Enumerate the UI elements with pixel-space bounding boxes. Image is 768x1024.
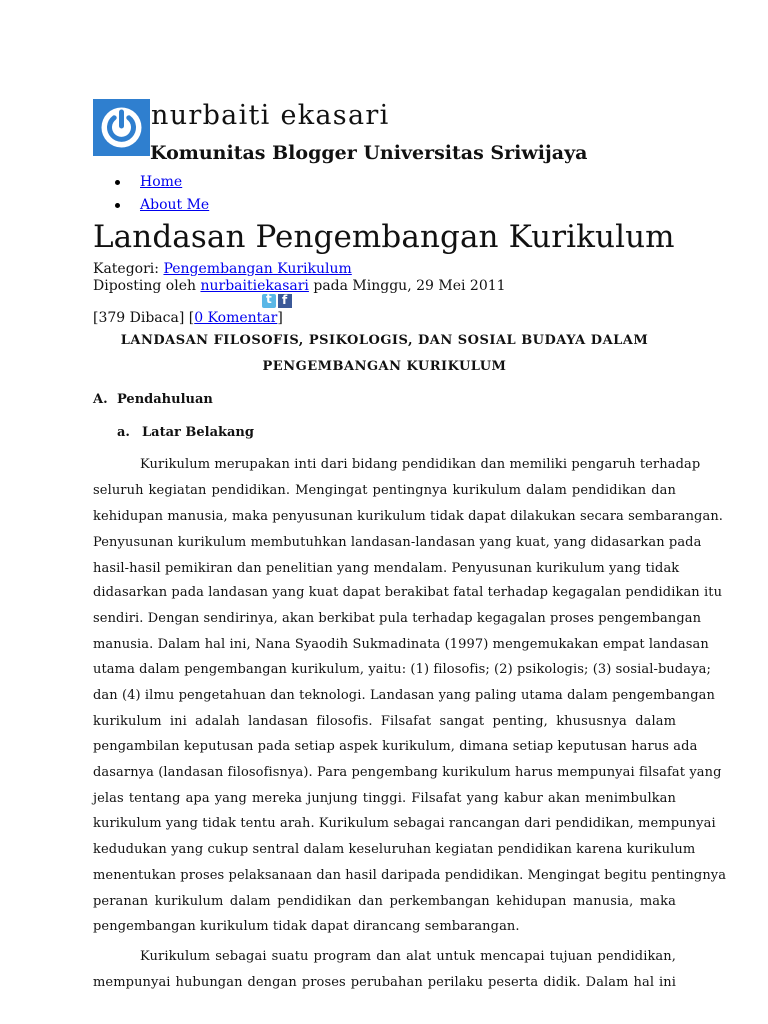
site-tagline: Komunitas Blogger Universitas Sriwijaya xyxy=(150,142,588,164)
paragraph-line: seluruh kegiatan pendidikan. Mengingat pentingnya kurikulum dalam pendidikan dan xyxy=(93,483,676,498)
read-count: [379 Dibaca] [ xyxy=(93,310,195,326)
nav-item-about xyxy=(117,194,210,217)
paragraph-line: didasarkan pada landasan yang kuat dapat berakibat fatal terhadap kegagalan pendidikan itu xyxy=(93,585,723,600)
twitter-icon[interactable] xyxy=(262,294,276,308)
post-byline xyxy=(93,277,506,295)
paragraph-line: dan (4) ilmu pengetahuan dan teknologi. Landasan yang paling utama dalam pengembangan xyxy=(93,688,715,703)
paragraph-line: peranan kurikulum dalam pendidikan dan perkembangan kehidupan manusia, maka xyxy=(93,894,676,909)
site-logo[interactable] xyxy=(93,99,150,156)
paragraph-line: dasarnya (landasan filosofisnya). Para pengembang kurikulum harus mempunyai filsafat yang xyxy=(93,765,722,780)
stats-close: ] xyxy=(277,310,283,326)
article-heading-line-1: LANDASAN FILOSOFIS, PSIKOLOGIS, DAN SOSIAL BUDAYA DALAM xyxy=(120,333,649,348)
section-number: A. xyxy=(93,392,108,407)
comments-link[interactable]: 0 Komentar xyxy=(194,310,278,326)
paragraph-line: sendiri. Dengan sendirinya, akan berkibat pula terhadap kegagalan proses pengembangan xyxy=(93,611,702,626)
site-title[interactable]: nurbaiti ekasari xyxy=(151,100,390,131)
category-link[interactable]: Pengembangan Kurikulum xyxy=(163,261,352,277)
share-buttons xyxy=(262,294,292,308)
paragraph-line: Penyusunan kurikulum membutuhkan landasan-landasan yang kuat, yang didasarkan pada xyxy=(93,535,702,550)
paragraph-line: kedudukan yang cukup sentral dalam keseluruhan kegiatan pendidikan karena kurikulum xyxy=(93,842,696,857)
paragraph-line: utama dalam pengembangan kurikulum, yaitu: (1) filosofis; (2) psikologis; (3) sosial-budaya; xyxy=(93,662,711,677)
subsection-title: Latar Belakang xyxy=(142,425,254,440)
paragraph-line: kurikulum ini adalah landasan filosofis. Filsafat sangat penting, khususnya dalam xyxy=(93,714,676,729)
article-heading-line-2: PENGEMBANGAN KURIKULUM xyxy=(262,359,507,374)
main-nav xyxy=(117,171,210,217)
paragraph-line: Kurikulum merupakan inti dari bidang pendidikan dan memiliki pengaruh terhadap xyxy=(140,457,701,472)
paragraph-line: manusia. Dalam hal ini, Nana Syaodih Sukmadinata (1997) mengemukakan empat landasan xyxy=(93,637,709,652)
paragraph-line: hasil-hasil pemikiran dan penelitian yang mendalam. Penyusunan kurikulum yang tidak xyxy=(93,561,680,576)
paragraph-line: pengembangan kurikulum tidak dapat dirancang sembarangan. xyxy=(93,919,520,934)
posted-date: pada Minggu, 29 Mei 2011 xyxy=(308,278,506,294)
paragraph-line: Kurikulum sebagai suatu program dan alat untuk mencapai tujuan pendidikan, xyxy=(140,949,676,964)
facebook-icon[interactable] xyxy=(278,294,292,308)
paragraph-line: kurikulum yang tidak tentu arah. Kurikulum sebagai rancangan dari pendidikan, mempunyai xyxy=(93,816,716,831)
power-icon xyxy=(93,99,150,156)
nav-link-home[interactable]: Home xyxy=(140,174,183,190)
author-link[interactable]: nurbaitiekasari xyxy=(200,278,309,294)
paragraph-line: menentukan proses pelaksanaan dan hasil daripada pendidikan. Mengingat begitu pentingnya xyxy=(93,868,727,883)
section-title: Pendahuluan xyxy=(117,392,213,407)
paragraph-line: kehidupan manusia, maka penyusunan kurikulum tidak dapat dilakukan secara sembarangan. xyxy=(93,509,724,524)
subsection-number: a. xyxy=(117,425,130,440)
paragraph-line: mempunyai hubungan dengan proses perubahan perilaku peserta didik. Dalam hal ini xyxy=(93,975,676,990)
paragraph-line: jelas tentang apa yang mereka junjung tinggi. Filsafat yang kabur akan menimbulkan xyxy=(93,791,676,806)
posted-prefix: Diposting oleh xyxy=(93,278,201,294)
nav-link-about[interactable]: About Me xyxy=(140,197,210,213)
post-title: Landasan Pengembangan Kurikulum xyxy=(93,219,675,255)
category-prefix: Kategori: xyxy=(93,261,164,277)
post-category xyxy=(93,260,352,278)
paragraph-line: pengambilan keputusan pada setiap aspek kurikulum, dimana setiap keputusan harus ada xyxy=(93,739,698,754)
nav-item-home xyxy=(117,171,186,194)
post-stats xyxy=(93,309,283,327)
